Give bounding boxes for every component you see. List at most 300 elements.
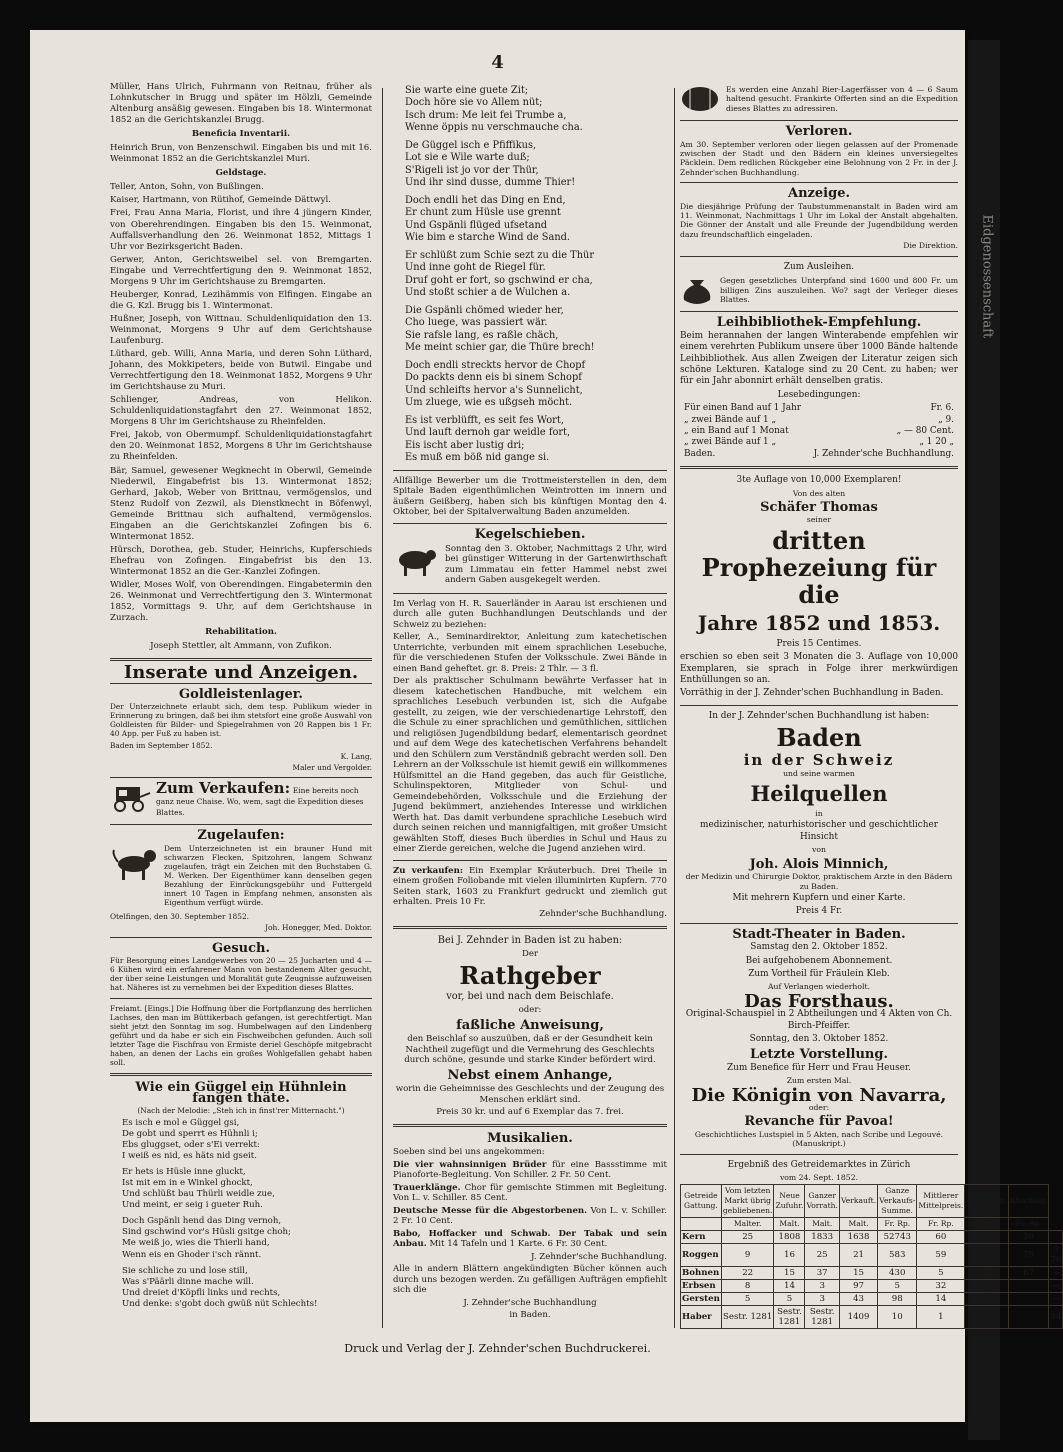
table-cell: 68	[965, 1293, 1008, 1306]
rate-row	[680, 437, 958, 448]
musik-item-price: 85 Cent.	[470, 1193, 508, 1204]
kraeuter-signature: Zehnder'sche Buchhandlung.	[539, 909, 667, 920]
section-divider	[110, 658, 372, 661]
verse-line: Und dreiet d'Köpfli links und rechts,	[122, 1287, 281, 1298]
table-header-cell: Getreide Gattung.	[681, 1185, 722, 1218]
keller-body: Der als praktischer Schulmann bewährte Verfasser hat in diesem katechetischen Handbuche, mit welchem ein sprachliches Lesebuch verbunden ist, sich die Aufgabe gestellt, zu zeigen, wie der verschiedenartige Lehrstoff, den die Schule zu einer sprachlichen und gemüthlichen, sittlichen und religiösen Jugendbildung bedarf, elementarisch geordnet und auf dem Wege des katechetischen Verfahrens behandelt und den Schülern zum Verständniß gebracht werden soll. Den Lehrern an der Volksschule ist hiemit gewiß ein willkommenes Hülfsmittel an die Hand gegeben, das auch für Geistliche, Schulinspektoren, Mitglieder von Schul- und Gemeindebehörden, Volksschule und die Erziehung der Jugend bekümmert, anziehendes Interesse und wirklichen Werth hat. Das damit verbundene sprachliche Lesebuch wird durch seinen reichen und mannigfaltigen, mit großer Umsicht gewählten Stoff, dieses Buch überdies in Schul und Haus zu einer Zierde gereichen, welche die Jugend anziehen wird.	[393, 676, 667, 855]
musik-item-text: Mit 14 Tafeln und 1 Karte.	[429, 1239, 545, 1250]
table-unit-cell: Malt.	[805, 1218, 840, 1231]
table-header-cell: Ganze Verkaufs-Summe.	[878, 1185, 917, 1218]
anhang-price: Preis 30 kr. und auf 6 Exemplar das 7. frei.	[436, 1107, 624, 1118]
notice-entry: Teller, Anton, Sohn, von Bußlingen.	[110, 182, 264, 193]
rate-row	[680, 415, 958, 426]
theater-date-1: Samstag den 2. Oktober 1852.	[750, 942, 888, 953]
barrel-icon	[680, 85, 720, 113]
table-cell: 14	[774, 1280, 805, 1293]
notice-entry: Heuberger, Konrad, Lezihämmis von Elfingen. Eingabe an die G. Kzl. Brugg bis 1. Wintermonat.	[110, 289, 372, 311]
theater-play-2-desc: Geschichtliches Lustspiel in 5 Akten, nach Scribe und Legouvé. (Manuskript.)	[694, 1129, 944, 1149]
musik-item-price: 2 Fr. 10 Cent.	[393, 1216, 453, 1227]
proph-title-1: dritten Prophezeiung für die	[701, 525, 937, 609]
table-cell: 52743	[878, 1231, 917, 1244]
kraeuter-text: Ein Exemplar Kräuterbuch. Drei Theile in einem großen Foliobande mit vielen illuminirten Kupfern. 770 Seiten stark, 1603 zu Frankfurt gedruckt und ziemlich gut erhalten. Preis 10 Fr.	[393, 865, 668, 907]
gold-place: Baden im September 1852.	[110, 740, 213, 750]
table-unit-cell: Fr. Rp.	[965, 1218, 1008, 1231]
table-cell: 5	[774, 1293, 805, 1306]
table-cell: 98	[878, 1293, 917, 1306]
table-unit-cell: Fr. Rp.	[917, 1218, 965, 1231]
musik-item-price: 6 Fr. 30 Cent.	[547, 1239, 608, 1250]
verse-line: Doch endli het das Ding en End,	[405, 194, 566, 206]
table-cell: 32	[917, 1280, 965, 1293]
notice-entry: Kaiser, Hartmann, von Rütihof, Gemeinde Dättwyl.	[110, 195, 331, 206]
baden-title: Baden	[776, 723, 862, 753]
rate-label: „ ein Band auf 1 Monat	[684, 425, 789, 436]
table-cell: Sestr. 1281	[805, 1306, 840, 1329]
fasslich-text: den Beischlaf so auszuüben, daß er der Gesundheit kein Nachtheil zugefügt und die Vermehrung des Geschlechts durch schöne, gesunde und starke Kinder befördert wird.	[404, 1034, 656, 1066]
table-cell: 583	[878, 1244, 917, 1267]
table-row	[681, 1280, 1063, 1293]
song-verses	[110, 1118, 372, 1310]
carriage-icon	[110, 783, 150, 813]
song-heading: Wie ein Güggel ein Hühnlein fangen thäte.	[135, 1079, 347, 1106]
table-cell: 37	[805, 1267, 840, 1280]
fasslich-heading: faßliche Anweisung,	[456, 1017, 604, 1033]
musik-item-title: Deutsche Messe für die Abgestorbenen.	[393, 1205, 588, 1216]
notice-entry: Frei, Jakob, von Obermumpf. Schuldenliquidationstagfahrt den 20. Weinmonat 1852, Morgens 8 Uhr im Gerichtshause zu Rheinfelden.	[110, 430, 372, 463]
table-cell: 33	[965, 1280, 1008, 1293]
table-cell: 8	[721, 1280, 774, 1293]
rate-label: „ zwei Bände auf 1 „	[684, 437, 777, 448]
gold-signature: K. Lang,	[340, 751, 372, 761]
zugelaufen-text: Dem Unterzeichneten ist ein brauner Hund mit schwarzen Flecken, Spitzohren, langem Schwanz zugelaufen, trägt ein Zeichen mit den Buchstaben G. M. Werken. Der Eigenthümer kann denselben gegen Bezahlung der Einrückungsgebühr und Futtergeld innert 10 Tagen in Empfang nehmen, ansonsten als Eigenthum verfügt würde.	[164, 843, 372, 908]
table-cell: 25	[805, 1244, 840, 1267]
grain-name: Bohnen	[681, 1267, 722, 1280]
inserate-heading: Inserate und Anzeigen.	[123, 662, 359, 684]
bier-ad	[680, 85, 958, 115]
table-cell: 60	[917, 1231, 965, 1244]
theater-oder: oder:	[808, 1103, 830, 1112]
rate-label: „ zwei Bände auf 1 „	[684, 414, 777, 425]
proph-name: Schäfer Thomas	[760, 500, 878, 515]
rathgeber-der: Der	[521, 949, 539, 960]
notice-entry: Bär, Samuel, gewesener Wegknecht in Oberwil, Gemeinde Niederwil, Eingabefrist bis 13. Wintermonat 1852; Gerhard, Jakob, Weber von Brittnau, vermögenslos, und Stenz Rudolf von Zezwil, als Dienstknecht in Böfenwyl, Gemeinde Brittnau sich aufhaltend, vermögenslos. Eingaben an die Gerichtskanzlei Zofingen bis 6. Wintermonat 1852.	[110, 465, 372, 542]
rate-row	[680, 426, 958, 437]
table-cell: 1409	[839, 1306, 877, 1329]
zugelaufen-heading: Zugelaufen:	[197, 827, 285, 843]
beneficia-heading: Beneficia Inventarii.	[191, 129, 291, 140]
theater-abonnement: Bei aufgehobenem Abonnement.	[745, 955, 893, 966]
verse-line: Und inne goht de Riegel für.	[405, 262, 546, 274]
proph-title-2: Jahre 1852 und 1853.	[697, 610, 941, 635]
proph-von: Von des alten	[792, 488, 846, 498]
verse-line: Er hets is Hüsle inne gluckt,	[122, 1167, 246, 1178]
ausleihen-heading: Zum Ausleihen.	[783, 261, 855, 272]
notice-entry: Heinrich Brun, von Benzenschwil. Eingaben bis und mit 16. Weinmonat 1852 an die Gerichtskanzlei Muri.	[110, 143, 372, 165]
table-cell: 20	[1008, 1231, 1049, 1244]
section-divider	[110, 1073, 372, 1076]
divider	[110, 937, 372, 938]
geldstage-heading: Geldstage.	[215, 168, 267, 179]
table-row	[681, 1231, 1063, 1244]
table-header-cell: Abschlag.	[1008, 1185, 1049, 1218]
table-row	[681, 1267, 1063, 1280]
table-cell: 430	[878, 1267, 917, 1280]
table-cell: 1833	[805, 1231, 840, 1244]
rathgeber-heading: Rathgeber	[459, 960, 601, 990]
ram-icon	[393, 544, 439, 578]
theater-benefiz-2: Zum Benefice für Herr und Frau Heuser.	[727, 1062, 911, 1073]
baden-von: von	[812, 845, 826, 855]
musik-item-text: für eine Bassstimme mit Pianoforte-Begleitung. Von Schiller.	[393, 1159, 667, 1181]
rate-row	[680, 403, 958, 414]
rehab-text: Joseph Stettler, alt Ammann, von Zufikon.	[150, 641, 332, 652]
sauerlaender-intro: Im Verlag von H. R. Sauerländer in Aarau ist erschienen und durch alle guten Buchhandlungen Deutschlands und der Schweiz zu beziehen:	[393, 598, 667, 630]
divider	[110, 777, 372, 778]
kegel-ad	[393, 544, 667, 588]
verse-line: Und schlüßt bau Thürli weidle zue,	[122, 1189, 275, 1200]
table-cell: —	[1049, 1280, 1063, 1293]
table-cell: 5	[917, 1267, 965, 1280]
verse-line: Do packts denn eis bi sinem Schopf	[405, 372, 582, 384]
divider	[680, 1154, 958, 1155]
keller-title: Keller, A., Seminardirektor, Anleitung zum katechetischen Unterrichte, verbunden mit einem sprachlichen Lesebuche, für die verschiedenen Stufen der Volksschule. Zwei Bände in einen Band geheftet. gr. 8. Preis: 2 Thlr. — 3 fl.	[393, 632, 667, 674]
musik-item-title: Trauerklänge.	[393, 1182, 461, 1193]
table-cell: 5	[721, 1293, 774, 1306]
theater-play-2: Die Königin von Navarra,	[691, 1084, 947, 1106]
verse-line: S'Rigeli ist jo vor der Thür,	[405, 164, 539, 176]
gesuch-text: Für Besorgung eines Landgewerbes von 20 — 25 Jucharten und 4 — 6 Kühen wird ein erfahrener Mann von bestandenem Alter gesucht, der über seine Leistungen und Moralität gute Zeugnisse aufzuweisen hat. Näheres ist zu vernehmen bei der Expedition dieses Blattes.	[110, 956, 372, 993]
verse-line: Ist mit em in e Winkel ghockt,	[122, 1178, 253, 1189]
proph-vorraethig: Vorräthig in der J. Zehnder'schen Buchhandlung in Baden.	[680, 688, 944, 699]
musik-item-price: 2 Fr. 50 Cent.	[551, 1170, 612, 1181]
zugelaufen-signature: Joh. Honegger, Med. Doktor.	[265, 923, 372, 933]
musik-heading: Musikalien.	[487, 1130, 573, 1146]
baden-extra: Mit mehrern Kupfern und einer Karte.	[732, 892, 906, 903]
dog-icon	[110, 844, 158, 884]
verkaufen-text: Eine bereits noch ganz neue Chaise. Wo, wem, sagt die Expedition dieses Blattes.	[156, 785, 364, 817]
table-cell	[1008, 1280, 1049, 1293]
theater-play-1-desc: Original-Schauspiel in 2 Abtheilungen und 4 Akten von Ch. Birch-Pfeiffer.	[685, 1009, 953, 1031]
ausleihen-text: Gegen gesetzliches Unterpfand sind 1600 und 800 Fr. um billigen Zins auszuleihen. Wo? sagt der Verleger dieses Blattes.	[720, 276, 958, 304]
page-number: 4	[491, 52, 504, 73]
table-unit-cell: Malt.	[774, 1218, 805, 1231]
grain-name: Gersten	[682, 1294, 720, 1305]
table-header-cell: Mittlerer Mittelpreis.	[917, 1185, 965, 1218]
divider	[680, 923, 958, 924]
table-unit-cell	[681, 1218, 722, 1231]
divider	[393, 860, 667, 861]
table-header-cell: Neue Zufuhr.	[774, 1185, 805, 1218]
verse-line: Doch Gspänli hend das Ding vernoh,	[122, 1216, 282, 1227]
divider	[680, 120, 958, 121]
verse-line: Und stoßt schier a de Wulchen a.	[405, 287, 571, 299]
proph-seiner: seiner	[806, 515, 832, 525]
freiamt-text: Freiamt. [Eings.] Die Hoffnung über die Fortpflanzung des herrlichen Lachses, den man im Büttikerbach gefangen, ist gerechtfertigt. Man sieht jetzt den Sonntag im sog. Humbelwagen auf den Lindenberg geführt und da habe er sich ein Fischweibchen gefunden. Auch soll letzter Tage die Fischfrau von Ermiste deriel Geschöpfe mitgebracht haben, an denen der Lachs ein großes Wohlgefallen gehabt haben soll.	[110, 1003, 372, 1067]
musik-place: in Baden.	[509, 1310, 551, 1321]
verse-line: Doch endli streckts hervor de Chopf	[405, 359, 586, 371]
verse-line: Und Gspänli flüged ufsetand	[405, 219, 548, 231]
theater-play-1: Das Forsthaus.	[744, 990, 894, 1012]
table-unit-cell: Fr. Rp.	[878, 1218, 917, 1231]
baden-price: Preis 4 Fr.	[795, 906, 843, 917]
song-subtitle: (Nach der Melodie: „Steh ich in finst'rer Mitternacht.")	[137, 1105, 345, 1115]
divider	[680, 256, 958, 257]
gold-signature-role: Maler und Vergolder.	[292, 762, 372, 772]
verse-line: Ebs gluggset, oder s'Ei verrekt:	[122, 1140, 260, 1151]
anhang-heading: Nebst einem Anhange,	[447, 1067, 613, 1083]
column-rule-1	[382, 88, 383, 1328]
verse-line: Wenn eis en Ghoder i'sch rännt.	[122, 1249, 262, 1260]
verse-line: Um zluege, wie es ußgseh möcht.	[405, 397, 573, 409]
leih-signature: J. Zehnder'sche Buchhandlung.	[813, 448, 954, 459]
divider	[393, 523, 667, 524]
verse-line: Die Gspänli chömed wieder her,	[405, 304, 564, 316]
musik-signature: J. Zehnder'sche Buchhandlung.	[531, 1251, 667, 1262]
divider	[680, 705, 958, 706]
anhang-text: worin die Geheimnisse des Geschlechts und der Zeugung des Menschen erklärt sind.	[395, 1084, 665, 1105]
musik-signature-2: J. Zehnder'sche Buchhandlung	[463, 1297, 597, 1308]
table-cell: —	[1049, 1293, 1063, 1306]
baden-in: in	[815, 809, 823, 819]
baden-heilquellen: Heilquellen	[750, 781, 888, 807]
table-cell: 9	[721, 1244, 774, 1267]
theater-last: Letzte Vorstellung.	[749, 1047, 888, 1063]
table-cell: 10	[878, 1306, 917, 1329]
divider	[680, 182, 958, 183]
verkaufen-heading: Zum Verkaufen:	[156, 778, 291, 797]
table-cell: 32	[965, 1231, 1008, 1244]
anzeige-heading: Anzeige.	[787, 186, 851, 202]
gold-heading: Goldleistenlager.	[179, 687, 303, 703]
table-row	[681, 1306, 1063, 1329]
section-divider	[393, 926, 667, 929]
geldstage-notices	[110, 182, 372, 624]
baden-text: medizinischer, naturhistorischer und geschichtlicher Hinsicht	[700, 820, 938, 842]
printer-footer: Druck und Verlag der J. Zehnder'schen Buchdruckerei.	[344, 1342, 651, 1355]
theater-date-2: Sonntag, den 3. Oktober 1852.	[749, 1033, 889, 1044]
verse-line: De Güggel isch e Pfiffikus,	[405, 139, 537, 151]
musik-item	[393, 1206, 667, 1227]
section-divider	[393, 1124, 667, 1127]
verse-line: Wenne öppis nu verschmauche cha.	[405, 122, 583, 134]
rathgeber-subtitle: vor, bei und nach dem Beischlafe.	[446, 990, 614, 1002]
baden-intro: In der J. Zehnder'schen Buchhandlung ist haben:	[708, 710, 930, 721]
leih-text: Beim herannahen der langen Winterabende empfehlen wir einem verehrten Publikum unsere über 1000 Bände haltende Leihbibliothek. Aus allen Zweigen der Literatur zeigen sich schöne Lekturen. Kataloge sind zu 20 Cent. zu haben; wer für ein Jahr abonnirt erhält denselben gratis.	[680, 330, 958, 387]
table-cell: 22	[721, 1267, 774, 1280]
divider	[110, 683, 372, 684]
table-header-cell: Aufschlag.	[965, 1185, 1008, 1218]
trottmeister-notice: Allfällige Bewerber um die Trottmeisterstellen in den, dem Spitale Baden eigenthümlichen Weintrotten im innern und äußern Geißberg, haben sich bis künftigen Montag den 4. Oktober, bei der Spitalverwaltung Baden anzumelden.	[393, 475, 667, 518]
rathgeber-oder: oder:	[518, 1005, 542, 1016]
divider	[393, 593, 667, 594]
verse-line: Sie rafsle lang, es raßle chäch,	[405, 329, 559, 341]
ausleihen-ad	[680, 276, 958, 306]
musik-item-title: Babo, Hoffacker und Schwab. Der Tabak und sein Anbau.	[393, 1228, 667, 1250]
verse-line: Lot sie e Wile warte duß;	[405, 152, 530, 164]
verse-line: Wie bim e starche Wind de Sand.	[405, 232, 571, 244]
table-cell: Sestr. 1281	[721, 1306, 774, 1329]
gold-text: Der Unterzeichnete erlaubt sich, dem tesp. Publikum wieder in Erinnerung zu bringen, daß bei ihm stetsfort eine große Auswahl von Goldleisten für Bilder- und Spiegelrahmen von 20 Rappen bis 1 Fr. 40 App. per Fuß zu haben ist.	[110, 702, 372, 739]
table-row	[681, 1244, 1063, 1267]
grain-name: Roggen	[681, 1244, 722, 1267]
table-cell: 14	[917, 1293, 965, 1306]
markt-date: vom 24. Sept. 1852.	[779, 1173, 859, 1183]
baden-author-desc: der Medizin und Chirurgie Doktor, praktischem Arzte in den Bädern zu Baden.	[685, 872, 953, 891]
table-cell: 34	[1049, 1306, 1063, 1329]
gesuch-heading: Gesuch.	[211, 941, 271, 957]
table-cell: 3 76	[1050, 1245, 1062, 1266]
notice-entry: Frei, Frau Anna Maria, Florist, und ihre 4 jüngern Kinder, von Oberehrendingen. Eingaben bis den 15. Weinmonat, Auffallsverhandlung den 26. Weinmonat 1852, Mittags 1 Uhr vor Bezirksgericht Baden.	[110, 208, 372, 252]
verse-line: Und schleifts hervor a's Sunnelicht,	[405, 384, 583, 396]
table-cell: 1638	[839, 1231, 877, 1244]
verloren-text: Am 30. September verloren oder liegen gelassen auf der Promenade zwischen der Stadt und den Bädern ein kleines unversiegeltes Päcklein. Dem redlichen Rückgeber eine Belohnung von 2 Fr. in der J. Zehnder'schen Buchhandlung.	[680, 139, 958, 177]
table-header-cell: Vom letzten Markt übrig gebliebenen.	[721, 1185, 774, 1218]
song-verses-continued	[393, 85, 667, 465]
verse-line: Was s'Päärli dinne mache will.	[122, 1276, 254, 1287]
column-2	[393, 82, 667, 1323]
musik-list	[393, 1160, 667, 1250]
theater-play-2-sub: Revanche für Pavoa!	[744, 1114, 894, 1130]
table-cell: 5	[878, 1280, 917, 1293]
musik-item-text: Chor für gemischte Stimmen mit Begleitung. Von L. v. Schiller.	[393, 1182, 667, 1204]
verse-line: Me meint schier gar, die Thüre brech!	[405, 342, 595, 354]
verse-line: Cho luege, was passiert wär.	[405, 317, 548, 329]
anzeige-signature: Die Direktion.	[903, 241, 958, 251]
rehab-heading: Rehabilitation.	[205, 627, 277, 638]
table-header-cell: Ganzer Vorrath.	[805, 1185, 840, 1218]
baden-subtitle: in der Schweiz	[743, 751, 895, 770]
verse-line: Es isch e mol e Güggel gsi,	[122, 1117, 240, 1128]
rate-price: Fr. 6.	[930, 403, 954, 414]
musik-item	[393, 1229, 667, 1250]
verse-line: Druf goht er fort, so gschwind er cha,	[405, 274, 593, 286]
notice-entry: Widler, Moses Wolf, von Oberendingen. Eingabetermin den 26. Weinmonat und Verrechtfertigung den 3. Wintermonat 1852, Vormittags 9. Uhr, auf dem Gerichtshause in Zurzach.	[110, 579, 372, 624]
anzeige-text: Die diesjährige Prüfung der Taubstummenanstalt in Baden wird am 11. Weinmonat, Nachmittags 1 Uhr im Lokal der Anstalt abgehalten. Die Gönner der Anstalt und alle Freunde der Jugendbildung werden dazu freundschaftlich eingeladen.	[680, 201, 958, 239]
verse-line: Und denke: s'gobt doch gwüß nüt Schlechts!	[122, 1298, 318, 1309]
verse-line: Und ihr sind dusse, dumme Thier!	[405, 177, 576, 189]
grain-name: Haber	[681, 1306, 722, 1329]
verse-line: Er schlüßt zum Schie sezt zu die Thür	[405, 249, 595, 261]
table-cell: 1	[917, 1306, 965, 1329]
table-row	[681, 1293, 1063, 1306]
leih-rates-title: Lesebedingungen:	[777, 389, 861, 400]
baden-author: Joh. Alois Minnich,	[749, 856, 889, 872]
notice-entry: Hußner, Joseph, von Wittnau. Schuldenliquidation den 13. Weinmonat, Morgens 9 Uhr auf dem Gerichtshause Laufenburg.	[110, 313, 372, 346]
proph-text: erschien so eben seit 3 Monaten die 3. Auflage von 10,000 Exemplaren, sie sprach in Folge ihrer merkwürdigen Enthüllungen so an.	[680, 652, 958, 686]
verloren-heading: Verloren.	[785, 124, 853, 140]
table-cell: 3	[805, 1293, 840, 1306]
rate-label: Für einen Band auf 1 Jahr	[684, 403, 801, 414]
proph-edition: 3te Auflage von 10,000 Exemplaren!	[736, 475, 902, 486]
verkaufen-ad	[110, 778, 372, 819]
theater-verlangen: Auf Verlangen wiederholt.	[767, 982, 871, 992]
table-cell	[1008, 1293, 1049, 1306]
grain-name: Erbsen	[681, 1280, 722, 1293]
column-1	[110, 82, 372, 1313]
verse-line: Sie schliche zu und lose still,	[122, 1265, 248, 1276]
theater-first: Zum ersten Mal.	[786, 1076, 852, 1086]
divider	[393, 470, 667, 471]
theater-heading: Stadt-Theater in Baden.	[732, 926, 906, 942]
verse-line: Doch höre sie vo Allem nüt;	[405, 97, 543, 109]
musik-item	[393, 1183, 667, 1204]
divider	[110, 824, 372, 825]
verse-line: Und meint, er seig i gueter Ruh.	[122, 1200, 263, 1211]
table-cell: 43	[839, 1293, 877, 1306]
rate-price: „ 9.	[938, 414, 954, 425]
rathgeber-intro: Bei J. Zehnder in Baden ist zu haben:	[437, 934, 623, 946]
table-cell	[1008, 1306, 1049, 1329]
table-cell: 28	[965, 1267, 1008, 1280]
divider	[680, 311, 958, 312]
table-cell: Sestr. 1281	[774, 1306, 805, 1329]
divider	[110, 998, 372, 999]
table-cell: 97	[839, 1280, 877, 1293]
money-bag-icon	[680, 276, 714, 306]
musik-intro: Soeben sind bei uns angekommen:	[393, 1147, 545, 1158]
verse-line: Es muß em böß nid gange si.	[405, 452, 550, 464]
verse-line: De gobt und sperrt es Hühnli i;	[122, 1129, 258, 1140]
verse-line: I weiß es nid, es häts nid gseit.	[122, 1151, 257, 1162]
musik-item	[393, 1160, 667, 1181]
bier-text: Es werden eine Anzahl Bier-Lagerfässer von 4 — 6 Saum haltend gesucht. Frankirte Offerten sind an die Expedition dieses Blattes zu adressiren.	[726, 85, 958, 113]
table-cell: 79	[1008, 1244, 1049, 1267]
verse-line: Eis ischt aber lustig dri;	[405, 439, 525, 451]
column-rule-2	[674, 88, 675, 1328]
proph-price: Preis 15 Centimes.	[776, 638, 862, 649]
verse-line: Er chunt zum Hüsle use grennt	[405, 207, 561, 219]
table-header-cell: Verkauft.	[839, 1185, 877, 1218]
grain-market-table	[680, 1184, 1063, 1329]
rate-price: „ — 80 Cent.	[896, 425, 954, 436]
verse-line: Sind gschwind vor's Hüsli gsitge choh;	[122, 1227, 291, 1238]
notice-entry: Schlienger, Andreas, von Helikon. Schuldenliquidationstagfahrt den 27. Weinmonat 1852, Morgens 8 Uhr im Gerichtshause zu Rheinfelden.	[110, 395, 372, 428]
verse-line: Es ist verblüfft, es seit fes Wort,	[405, 414, 564, 426]
zugelaufen-ad	[110, 844, 372, 909]
table-cell: 21	[839, 1244, 877, 1267]
notice-entry: Müller, Hans Ulrich, Fuhrmann von Reitnau, früher als Lohnkutscher in Brugg und später im Hölzli, Gemeinde Altenburg ansäßig gewesen. Eingaben bis 18. Wintermonat 1852 an die Gerichtskanzlei Brugg.	[110, 82, 372, 126]
table-cell: 67	[1008, 1267, 1049, 1280]
leih-place: Baden.	[684, 448, 716, 459]
musik-item-text: Von L. v. Schiller.	[590, 1205, 667, 1216]
rate-price: „ 1 20 „	[919, 437, 954, 448]
table-cell: 1808	[774, 1231, 805, 1244]
grain-name: Kern	[681, 1231, 722, 1244]
kraeuter-heading: Zu verkaufen:	[393, 865, 464, 876]
notice-entry: Hürsch, Dorothea, geb. Studer, Heinrichs, Kupferschieds Ehefrau von Zofingen. Eingabefrist bis den 13. Wintermonat 1852 an die Ger.-Kanzlei Zofingen.	[110, 544, 372, 577]
musik-text: Alle in andern Blättern angekündigten Bücher können auch durch uns bezogen werden. Zu gefälligen Aufträgen empfiehlt sich die	[393, 1264, 667, 1296]
table-cell: 3	[805, 1280, 840, 1293]
kegel-text: Sonntag den 3. Oktober, Nachmittags 2 Uhr, wird bei günstiger Witterung in der Gartenwirthschaft zum Limmatau ein fetter Hammel nebst zwei andern Gaben ausgekegelt werden.	[445, 543, 667, 586]
baden-and: und seine warmen	[783, 768, 855, 778]
table-cell: 15	[774, 1267, 805, 1280]
table-cell: 27	[965, 1244, 1008, 1267]
verse-line: Und lauft dernoh gar weidle fort,	[405, 427, 571, 439]
table-cell	[965, 1306, 1008, 1329]
theater-benefiz-1: Zum Vortheil für Fräulein Kleb.	[748, 968, 890, 979]
notice-entry: Lüthard, geb. Willi, Anna Maria, und deren Sohn Lüthard, Johann, des Mokkipeters, beide von Butwil. Eingabe und Verrechtfertigung den 18. Weinmonat 1852, Morgens 9 Uhr im Gerichtshause zu Muri.	[110, 349, 372, 393]
notice-entry: Gerwer, Anton, Gerichtsweibel sel. von Bremgarten. Eingabe und Verrechtfertigung den 9. Weinmonat 1852, Morgens 9 Uhr im Gerichtshause zu Bremgarten.	[110, 254, 372, 287]
table-unit-cell: Malt.	[839, 1218, 877, 1231]
verse-line: Isch drum: Me leit fei Trumbe a,	[405, 109, 567, 121]
musik-item-title: Die vier wahnsinnigen Brüder	[393, 1159, 547, 1170]
intro-notices	[110, 82, 372, 126]
verse-line: Me weiß jo, wies die Thierli hand,	[122, 1238, 270, 1249]
kegel-heading: Kegelschieben.	[474, 526, 586, 542]
zugelaufen-place: Otelfingen, den 30. September 1852.	[110, 912, 250, 922]
table-cell: —	[1049, 1267, 1063, 1280]
beneficia-notices	[110, 143, 372, 165]
